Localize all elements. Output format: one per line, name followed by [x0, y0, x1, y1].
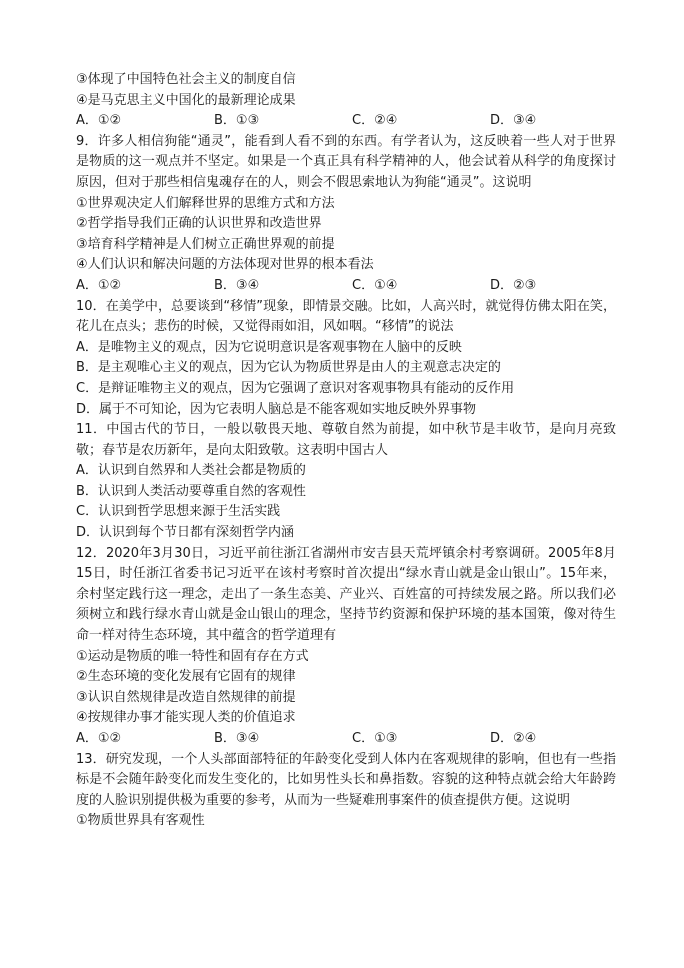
- option-c: C．①③: [352, 731, 398, 746]
- question-stem: 9．许多人相信狗能“通灵”，能看到人看不到的东西。有学者认为，这反映着一些人对于世界是物质的这一观点并不坚定。如果是一个真正具有科学精神的人，他会试着从科学的角度探讨原因，但对于那些相信鬼魂存在的人，则会不假思索地认为狗能“通灵”。这说明: [76, 133, 616, 190]
- statement-2: ②生态环境的变化发展有它固有的规律: [76, 669, 296, 685]
- option-a: A．①②: [76, 277, 122, 293]
- statement-4: ④按规律办事才能实现人类的价值追求: [76, 710, 296, 726]
- choice-d: D．认识到每个节日都有深刻哲学内涵: [76, 525, 295, 541]
- option-d: D．②③: [490, 277, 537, 293]
- question-13: [76, 750, 616, 832]
- statement-3: ③认识自然规律是改造自然规律的前提: [76, 689, 296, 705]
- question-stem: 12．2020年3月30日，习近平前往浙江省湖州市安吉县天荒坪镇余村考察调研。2005年8月15日，时任浙江省委书记习近平在该村考察时首次提出“绿水青山就是金山银山”。15年来，余村坚定践行这一理念，走出了一条生态美、产业兴、百姓富的可持续发展之路。所以我们必须树立和践行绿水青山就是金山银山的理念，坚持节约资源和保护环境的基本国策，像对待生命一样对待生态环境，其中蕴含的哲学道理有: [76, 545, 616, 644]
- option-c: C．①④: [352, 277, 398, 293]
- option-d: D．③④: [490, 113, 537, 129]
- answer-options: [76, 729, 616, 750]
- choice-c: C．认识到哲学思想来源于生活实践: [76, 504, 281, 520]
- question-11: [76, 420, 616, 544]
- choice-a: A．是唯物主义的观点，因为它说明意识是客观事物在人脑中的反映: [76, 339, 462, 355]
- option-a: A．①②: [76, 113, 122, 129]
- choice-b: B．认识到人类活动要尊重自然的客观性: [76, 483, 306, 499]
- option-b: B．③④: [214, 731, 260, 746]
- answer-options: [76, 111, 616, 132]
- question-12: [76, 544, 616, 750]
- option-a: A．①②: [76, 731, 122, 746]
- question-stem: 11．中国古代的节日，一般以敬畏天地、尊敬自然为前提，如中秋节是丰收节，是向月亮致敬；春节是农历新年，是向太阳致敬。这表明中国古人: [76, 422, 616, 458]
- option-d: D．②④: [490, 731, 537, 746]
- choice-b: B．是主观唯心主义的观点，因为它认为物质世界是由人的主观意志决定的: [76, 360, 501, 376]
- question-stem: 10．在美学中，总要谈到“移情”现象，即情景交融。比如，人高兴时，就觉得仿佛太阳在笑，花儿在点头；悲伤的时候，又觉得雨如泪，风如咽。“移情”的说法: [76, 298, 616, 335]
- exam-content: [76, 70, 616, 832]
- statement-4: ④人们认识和解决问题的方法体现对世界的根本看法: [76, 257, 374, 273]
- statement-3: ③体现了中国特色社会主义的制度自信: [76, 72, 296, 87]
- question-stem: 13．研究发现，一个人头部面部特征的年龄变化受到人体内在客观规律的影响，但也有一些指标是不会随年龄变化而发生变化的，比如男性头长和鼻指数。容貌的这种特点就会给大年龄跨度的人脸识别提供极为重要的参考，从而为一些疑难刑事案件的侦查提供方便。这说明: [76, 751, 616, 808]
- question-10: [76, 297, 616, 421]
- option-b: B．③④: [214, 277, 260, 293]
- statement-1: ①世界观决定人们解释世界的思维方式和方法: [76, 195, 335, 211]
- question-8-tail: [76, 70, 616, 132]
- statement-4: ④是马克思主义中国化的最新理论成果: [76, 92, 296, 108]
- statement-1: ①运动是物质的唯一特性和固有存在方式: [76, 648, 309, 664]
- statement-2: ②哲学指导我们正确的认识世界和改造世界: [76, 216, 322, 232]
- choice-d: D．属于不可知论，因为它表明人脑总是不能客观如实地反映外界事物: [76, 401, 477, 417]
- answer-options: [76, 276, 616, 297]
- option-c: C．②④: [352, 113, 398, 129]
- choice-a: A．认识到自然界和人类社会都是物质的: [76, 463, 306, 479]
- statement-3: ③培育科学精神是人们树立正确世界观的前提: [76, 236, 335, 252]
- question-9: [76, 132, 616, 297]
- choice-c: C．是辩证唯物主义的观点，因为它强调了意识对客观事物具有能动的反作用: [76, 380, 515, 396]
- option-b: B．①③: [214, 113, 260, 129]
- statement-1: ①物质世界具有客观性: [76, 813, 205, 829]
